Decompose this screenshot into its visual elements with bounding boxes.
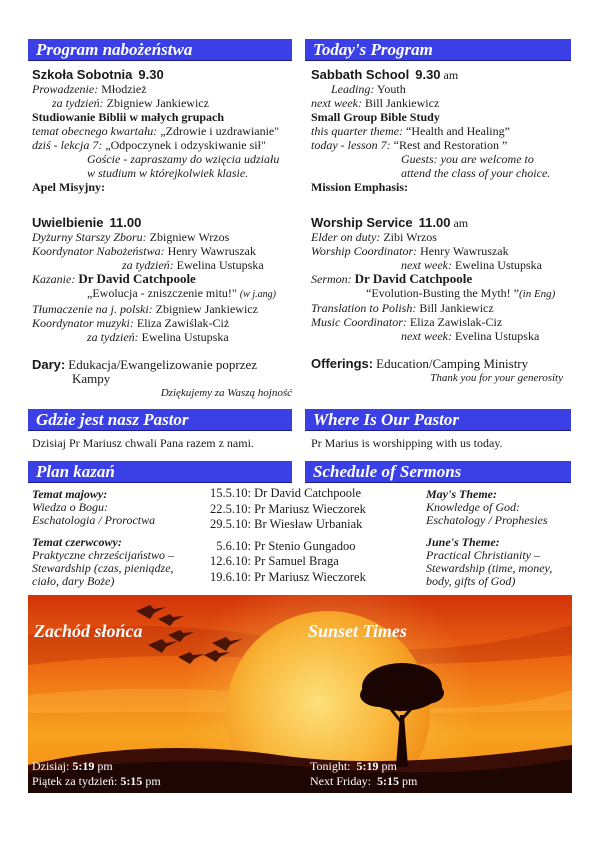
sermon-speaker: Br Wiesław Urbaniak <box>254 517 363 531</box>
sunset-today-label: Tonight: <box>310 759 351 773</box>
coordinator-label: Koordynator Nabożeństwa: <box>32 244 165 258</box>
sermon-label: Kazanie: <box>32 272 76 286</box>
sunset-next-pl <box>32 774 161 788</box>
next-week-leader: Bill Jankiewicz <box>364 96 440 110</box>
sunset-today-en <box>310 759 397 773</box>
may-theme-1: Knowledge of God: <box>426 500 520 514</box>
sermon-row <box>203 570 418 586</box>
today-lesson-label: dziś - lekcja 7: <box>32 138 103 152</box>
sermon-date: 12.6.10: <box>210 554 251 568</box>
pastor-text-en: Pr Marius is worshipping with us today. <box>311 436 503 450</box>
translation-label: Translation to Polish: <box>311 301 417 315</box>
sermon-row <box>203 486 418 502</box>
sermon-speaker: Dr David Catchpoole <box>254 486 362 500</box>
offerings-label: Dary: <box>32 357 66 372</box>
program-en <box>311 68 575 385</box>
sabbath-school-time: 9.30 <box>415 67 441 82</box>
plan-header-pl: Plan kazań <box>28 461 292 483</box>
sunset-title-pl: Zachód słońca <box>34 621 143 641</box>
music-next-label: za tydzień: <box>87 330 139 344</box>
june-theme-1: Praktyczne chrześcijaństwo – <box>32 548 174 562</box>
offerings-2: Kampy <box>72 371 111 386</box>
sermon-row <box>203 502 418 518</box>
sermon-date: 29.5.10: <box>210 517 251 531</box>
pm-label: pm <box>97 759 113 773</box>
coordinator-label: Worship Coordinator: <box>311 244 418 258</box>
worship-title: Uwielbienie <box>32 215 104 230</box>
next-week-label: next week: <box>311 96 362 110</box>
guests-line-2: attend the class of your choice. <box>401 166 551 180</box>
sunset-today-label: Dzisiaj: <box>32 759 70 773</box>
pastor-text-pl: Dzisiaj Pr Mariusz chwali Pana razem z nami. <box>32 436 254 450</box>
sermon-row <box>203 539 418 555</box>
sunset-next-label: Piątek za tydzień: <box>32 774 118 788</box>
thanks: Dziękujemy za Waszą hojność <box>160 387 292 399</box>
quarter-theme-label: this quarter theme: <box>311 124 403 138</box>
mission-label: Apel Misyjny: <box>32 180 105 194</box>
sunset-next-time: 5:15 <box>377 774 399 788</box>
coordinator-next: Ewelina Ustupska <box>454 258 542 272</box>
coordinator-next-label: next week: <box>401 258 452 272</box>
guests-line-2: w studium w którejkolwiek klasie. <box>87 166 249 180</box>
june-theme-label: Temat czerwcowy: <box>32 535 122 549</box>
sermon-row <box>203 517 418 533</box>
offerings-label: Offerings: <box>311 356 374 371</box>
coordinator: Henry Wawruszak <box>167 244 257 258</box>
sermon-lang: (w j.ang) <box>239 289 276 300</box>
sunset-today-time: 5:19 <box>356 759 379 773</box>
guests-line-1: Goście - zapraszamy do wzięcia udziału <box>87 152 280 166</box>
bible-study-title: Small Group Bible Study <box>311 110 440 124</box>
sermon-speaker: Pr Samuel Braga <box>254 554 339 568</box>
am-label: am <box>453 216 469 230</box>
worship-time: 11.00 <box>418 215 451 230</box>
worship-title: Worship Service <box>311 215 413 230</box>
sunset-title-en: Sunset Times <box>308 621 407 641</box>
sunset-today-pl <box>32 759 113 773</box>
bible-study-title: Studiowanie Biblii w małych grupach <box>32 110 225 124</box>
sermon-speaker: Pr Stenio Gungadoo <box>254 538 356 553</box>
sunset-today-time: 5:19 <box>72 759 95 773</box>
am-label: am <box>443 68 459 82</box>
elder: Zibi Wrzos <box>383 230 437 244</box>
sermon-date: 22.5.10: <box>210 501 251 516</box>
translation: Bill Jankiewicz <box>419 301 494 315</box>
pm-label: pm <box>381 759 397 773</box>
pm-label: pm <box>145 774 161 788</box>
coordinator-next-label: za tydzień: <box>122 258 174 272</box>
coordinator-next: Ewelina Ustupska <box>176 258 264 272</box>
sunset-next-label: Next Friday: <box>310 774 371 788</box>
june-theme-1: Practical Christianity – <box>426 548 540 562</box>
leading-label: Leading: <box>331 82 375 96</box>
translation: Zbigniew Jankiewicz <box>155 302 258 316</box>
sabbath-school-title: Sabbath School <box>311 67 410 82</box>
music-label: Koordynator muzyki: <box>32 316 134 330</box>
sabbath-school-title: Szkoła Sobotnia <box>32 67 133 82</box>
next-week-leader: Zbigniew Jankiewicz <box>106 96 209 110</box>
sermon-row <box>203 554 418 570</box>
quarter-theme-label: temat obecnego kwartału: <box>32 124 158 138</box>
offerings: Education/Camping Ministry <box>376 356 529 371</box>
program-header-en: Today's Program <box>305 39 571 61</box>
elder-label: Dyżurny Starszy Zboru: <box>32 230 147 244</box>
coordinator: Henry Wawruszak <box>420 244 509 258</box>
themes-pl <box>32 488 207 588</box>
june-theme-3: body, gifts of God) <box>426 574 516 588</box>
program-header-pl: Program nabożeństwa <box>28 39 292 61</box>
leading-value: Youth <box>376 82 406 96</box>
translation-label: Tłumaczenie na j. polski: <box>32 302 153 316</box>
sunset-next-en <box>310 774 417 788</box>
sermon-lang: (in Eng) <box>518 288 556 300</box>
music-next: Evelina Ustupska <box>454 329 540 343</box>
sunset-image <box>28 595 572 793</box>
sermon-speaker: Pr Mariusz Wieczorek <box>254 569 366 584</box>
sermon-title: “Evolution-Busting the Myth! ” <box>366 286 519 300</box>
music-next-label: next week: <box>401 329 452 343</box>
music-label: Music Coordinator: <box>311 315 407 329</box>
thanks: Thank you for your generosity <box>430 372 563 384</box>
sabbath-school-time: 9.30 <box>138 67 164 82</box>
elder-label: Elder on duty: <box>311 230 381 244</box>
may-theme-2: Eschatologia / Proroctwa <box>32 513 156 527</box>
music-next: Ewelina Ustupska <box>141 330 229 344</box>
plan-header-en: Schedule of Sermons <box>305 461 571 483</box>
offerings-1: Edukacja/Ewangelizowanie poprzez <box>68 357 258 372</box>
next-week-label: za tydzień: <box>52 96 104 110</box>
june-theme-label: June's Theme: <box>426 535 500 549</box>
program-pl <box>32 68 296 400</box>
june-theme-3: ciało, dary Boże) <box>32 574 115 588</box>
leading-label: Prowadzenie: <box>32 82 99 96</box>
quarter-theme: „Zdrowie i uzdrawianie" <box>160 124 280 138</box>
worship-time: 11.00 <box>109 215 142 230</box>
mission-label: Mission Emphasis: <box>311 180 409 194</box>
themes-en <box>426 488 576 588</box>
music: Eliza Zawislak-Ciz <box>409 315 503 329</box>
sermon-speaker: Pr Mariusz Wieczorek <box>254 501 366 516</box>
today-lesson: „Odpoczynek i odzyskiwanie sił" <box>105 138 266 152</box>
pastor-header-pl: Gdzie jest nasz Pastor <box>28 409 292 431</box>
june-theme-2: Stewardship (time, money, <box>426 561 553 575</box>
sermon-label: Sermon: <box>311 272 352 286</box>
quarter-theme: “Health and Healing” <box>406 124 510 138</box>
sermon-date: 5.6.10: <box>216 538 251 553</box>
guests-line-1: Guests: you are welcome to <box>401 152 534 166</box>
may-theme-label: Temat majowy: <box>32 487 108 501</box>
sermon-date: 15.5.10: <box>210 486 251 500</box>
sermon-title: „Ewolucja - zniszczenie mitu!" <box>87 286 237 300</box>
today-lesson-label: today - lesson 7: <box>311 138 391 152</box>
may-theme-2: Eschatology / Prophesies <box>426 513 548 527</box>
pm-label: pm <box>402 774 418 788</box>
sermon-speaker: Dr David Catchpoole <box>78 271 196 286</box>
music: Eliza Zawiślak-Ciż <box>136 316 230 330</box>
sunset-next-time: 5:15 <box>120 774 143 788</box>
elder: Zbigniew Wrzos <box>149 230 230 244</box>
today-lesson: “Rest and Restoration ” <box>393 138 508 152</box>
leading-value: Młodzież <box>101 82 147 96</box>
may-theme-label: May's Theme: <box>426 487 497 501</box>
june-theme-2: Stewardship (czas, pieniądze, <box>32 561 174 575</box>
sermon-date: 19.6.10: <box>210 569 251 584</box>
may-theme-1: Wiedza o Bogu: <box>32 500 108 514</box>
pastor-header-en: Where Is Our Pastor <box>305 409 571 431</box>
sermon-schedule <box>203 486 418 585</box>
sermon-speaker: Dr David Catchpoole <box>354 271 473 286</box>
